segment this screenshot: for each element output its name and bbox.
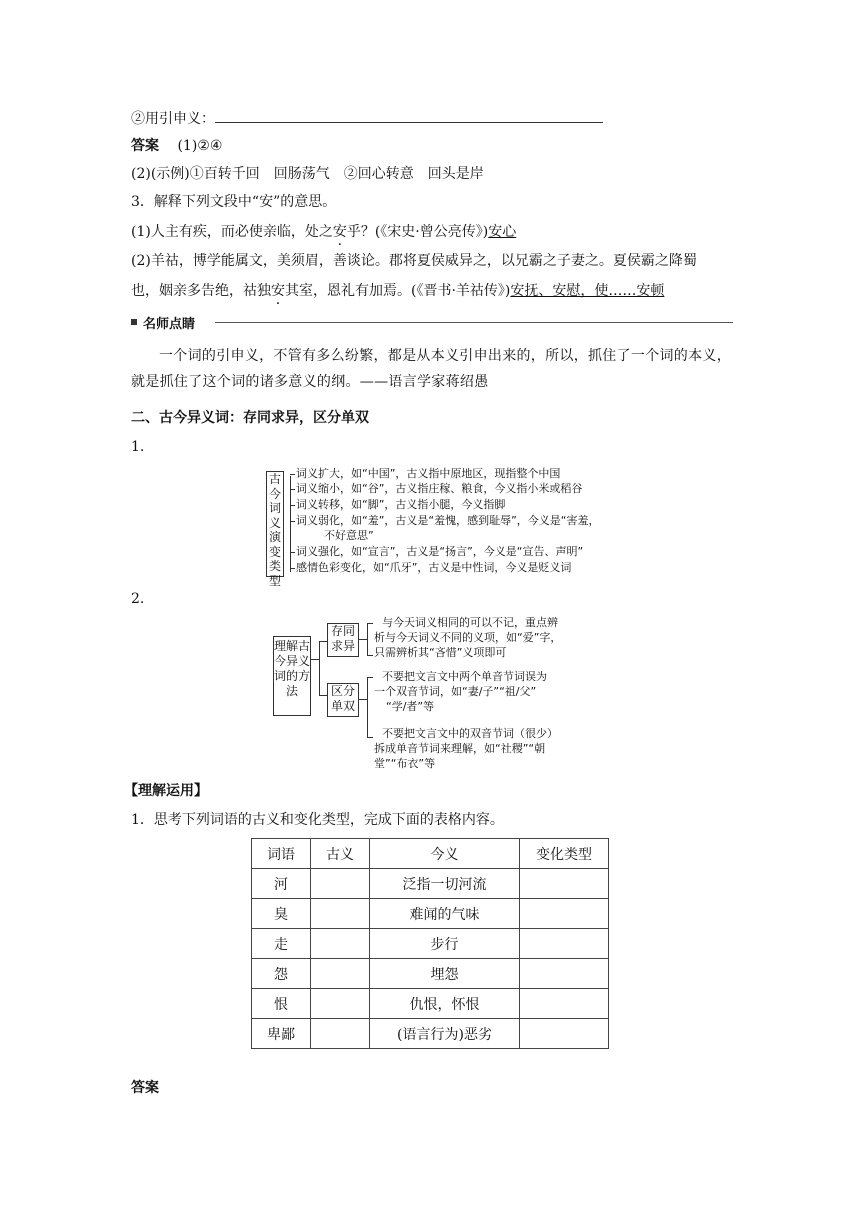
table-cell-word: 走 [252,929,311,959]
table-cell-modern: 埋怨 [370,959,520,989]
diagram2-branch-2-text-b: 不要把文言文中的双音节词（很少） [382,727,558,740]
table-cell-modern: 难闻的气味 [370,899,520,929]
question-3-2-line2 [131,281,664,301]
answer-bottom-label: 答案 [131,1080,159,1096]
q3-2-text: 也，姻亲多告绝，祜独 [131,283,271,299]
table-row [252,869,609,899]
diagram2-branch-1-text: 只需辨析其“吝惜”义项即可 [374,646,507,659]
table-cell-word: 怨 [252,959,311,989]
table-cell-modern: 泛指一切河流 [370,869,520,899]
teacher-tip-text: 一个词的引申义，不管有多么纷繁，都是从本义引申出来的，所以，抓住了一个词的本义，就是抓住了这个词的诸多意义的纲。——语言学家蒋绍愚 [131,348,731,390]
table-cell-ancient[interactable] [311,899,370,929]
table-cell-word: 恨 [252,989,311,1019]
table-cell-type[interactable] [520,989,609,1019]
diagram1-item-continued: 不好意思” [324,529,374,542]
table-cell-type[interactable] [520,1019,609,1049]
table-row [252,1019,609,1049]
answer-2: (2)(示例)①百转千回 回肠荡气 ②回心转意 回头是岸 [131,166,484,182]
diagram2-branch-2-text-a: “学/者”等 [386,700,435,713]
diagram2-branch-2: 区分单双 [327,683,359,717]
q3-2-key-char: 安 [271,283,285,299]
table-cell-ancient[interactable] [311,959,370,989]
table-cell-word: 卑鄙 [252,1019,311,1049]
word-meaning-change-diagram [262,467,600,588]
table-cell-ancient[interactable] [311,929,370,959]
diagram1-item: 词义弱化，如“羞”，古义是“羞愧，感到耻辱”，今义是“害羞， [296,514,600,527]
q3-1-key-char: 安 [332,224,347,240]
q3-1-source: 乎？(《宋史·曾公亮传》) [346,224,489,240]
diagram1-item: 词义缩小，如“谷”，古义指庄稼、粮食，今义指小米或稻谷 [296,482,583,495]
q3-1-text: (1)人主有疾，而必使亲临，处之 [131,224,333,240]
table-cell-ancient[interactable] [311,989,370,1019]
teacher-tip-header [131,313,733,333]
apply-title: 【理解运用】 [124,783,208,799]
question-3-2-line1: (2)羊祜，博学能属文，美须眉，善谈论。郡将夏侯威异之，以兄霸之子妻之。夏侯霸之降蜀 [131,253,697,269]
answer-label: 答案 [131,138,159,154]
diagram1-item: 词义扩大，如“中国”，古义指中原地区，现指整个中国 [296,467,561,480]
diagram1-item: 词义强化，如“宣言”，古义是“扬言”，今义是“宣告、声明” [296,545,584,558]
diagram2-branch-2-text-a: 不要把文言文中两个单音节词误为 [382,670,547,683]
teacher-tip-title: 名师点睛 [143,317,196,332]
table-cell-modern: 步行 [370,929,520,959]
diagram2-branch-2-text-b: 拆成单音节词来理解，如“社稷”“朝 [374,742,546,755]
table-header: 今义 [370,839,520,869]
q3-2-answer: 安抚、安慰，使……安顿 [510,283,665,299]
diagram2-branch-2-text-a: 一个双音节词，如“妻/子”“祖/父” [374,685,537,698]
section-2-title: 二、古今异义词：存同求异，区分单双 [131,410,369,426]
table-row [252,989,609,1019]
table-header-row [252,839,609,869]
q3-2-source: 其室，恩礼有加焉。(《晋书·羊祜传》) [285,283,511,299]
diagram1-item: 词义转移，如“脚”，古义指小腿，今义指脚 [296,498,506,511]
table-cell-modern: (语言行为)恶劣 [370,1019,520,1049]
diagram1-item: 感情色彩变化，如“爪牙”，古义是中性词，今义是贬义词 [296,561,572,574]
item-number-1: 1. [131,439,145,455]
table-cell-word: 臭 [252,899,311,929]
diagram2-branch-1: 存同求异 [327,623,359,657]
table-cell-type[interactable] [520,929,609,959]
table-cell-word: 河 [252,869,311,899]
table-cell-type[interactable] [520,899,609,929]
table-row [252,899,609,929]
diagram2-branch-1-text: 析与今天词义不同的义项，如“爱”字， [374,631,562,644]
diagram2-branch-2-text-b: 堂”“布衣”等 [374,757,436,770]
q2-item-label: ②用引申义： [131,111,215,127]
diagram2-root: 理解古今异义词的方法 [273,636,311,716]
table-cell-type[interactable] [520,869,609,899]
item-number-2: 2. [131,591,145,607]
question-3-1 [131,222,516,242]
table-cell-ancient[interactable] [311,869,370,899]
q2-line [131,108,603,129]
table-cell-type[interactable] [520,959,609,989]
diagram2-branch-1-text: 与今天词义相同的可以不记，重点辨 [382,616,558,629]
table-header: 词语 [252,839,311,869]
diagram1-label: 古今词义演变类型 [266,471,284,577]
answer-row-1 [131,136,222,156]
table-cell-ancient[interactable] [311,1019,370,1049]
q3-1-answer: 安心 [488,224,517,240]
table-row [252,959,609,989]
apply-question-1: 1．思考下列词语的古义和变化类型，完成下面的表格内容。 [131,812,504,828]
table-cell-modern: 仇恨，怀恨 [370,989,520,1019]
square-bullet-icon [131,319,137,325]
table-row [252,929,609,959]
question-3: 3．解释下列文段中“安”的意思。 [131,194,337,210]
answer-1: (1)②④ [177,138,223,154]
ancient-modern-method-diagram [270,615,600,773]
table-header: 古义 [311,839,370,869]
word-meaning-table [251,838,609,1049]
divider [215,322,733,323]
table-header: 变化类型 [520,839,609,869]
answer-blank[interactable] [215,108,603,123]
